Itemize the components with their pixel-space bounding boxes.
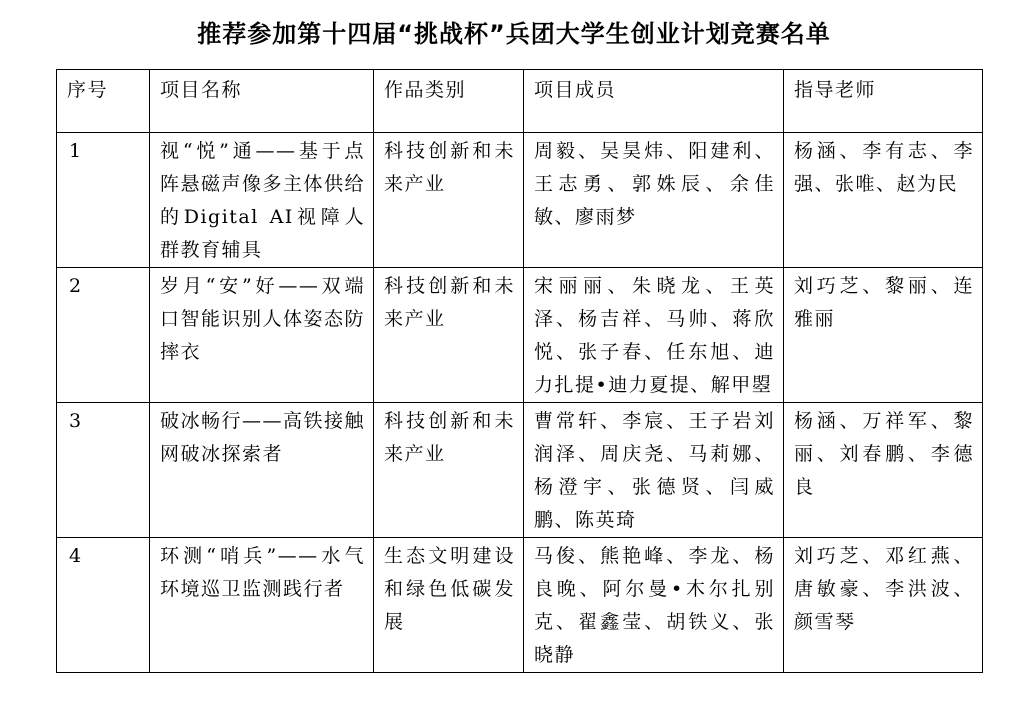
table-row — [57, 403, 983, 538]
cell-serial-number: 3 — [57, 403, 150, 538]
header-project-members: 项目成员 — [524, 70, 784, 133]
cell-advisors: 刘巧芝、邓红燕、唐敏豪、李洪波、颜雪琴 — [784, 538, 983, 673]
cell-serial-number: 2 — [57, 268, 150, 403]
cell-serial-number: 1 — [57, 133, 150, 268]
cell-advisors: 杨涵、万祥军、黎丽、刘春鹏、李德良 — [784, 403, 983, 538]
table-row — [57, 133, 983, 268]
cell-project-name: 岁月“安”好——双端口智能识别人体姿态防摔衣 — [150, 268, 374, 403]
document-title: 推荐参加第十四届“挑战杯”兵团大学生创业计划竞赛名单 — [197, 20, 831, 48]
cell-project-members: 曹常轩、李宸、王子岩刘润泽、周庆尧、马莉娜、杨澄宇、张德贤、闫威鹏、陈英琦 — [524, 403, 784, 538]
header-advisors: 指导老师 — [784, 70, 983, 133]
cell-project-members: 周毅、吴昊炜、阳建利、王志勇、郭姝辰、余佳敏、廖雨梦 — [524, 133, 784, 268]
table-row — [57, 538, 983, 673]
cell-work-category: 生态文明建设和绿色低碳发展 — [374, 538, 524, 673]
cell-project-name: 破冰畅行——高铁接触网破冰探索者 — [150, 403, 374, 538]
cell-advisors: 刘巧芝、黎丽、连雅丽 — [784, 268, 983, 403]
header-serial-number: 序号 — [57, 70, 150, 133]
recommendation-table — [56, 69, 983, 673]
header-work-category: 作品类别 — [374, 70, 524, 133]
cell-advisors: 杨涵、李有志、李强、张唯、赵为民 — [784, 133, 983, 268]
cell-serial-number: 4 — [57, 538, 150, 673]
cell-work-category: 科技创新和未来产业 — [374, 133, 524, 268]
cell-project-members: 宋丽丽、朱晓龙、王英泽、杨吉祥、马帅、蒋欣悦、张子春、任东旭、迪力扎提•迪力夏提、解甲曌 — [524, 268, 784, 403]
table-header-row — [57, 70, 983, 133]
header-project-name: 项目名称 — [150, 70, 374, 133]
cell-project-name: 环测“哨兵”——水气环境巡卫监测践行者 — [150, 538, 374, 673]
cell-project-name: 视“悦”通——基于点阵悬磁声像多主体供给的Digital AI视障人群教育辅具 — [150, 133, 374, 268]
cell-work-category: 科技创新和未来产业 — [374, 403, 524, 538]
cell-work-category: 科技创新和未来产业 — [374, 268, 524, 403]
cell-project-members: 马俊、熊艳峰、李龙、杨良晚、阿尔曼•木尔扎别克、翟鑫莹、胡铁义、张晓静 — [524, 538, 784, 673]
table-row — [57, 268, 983, 403]
